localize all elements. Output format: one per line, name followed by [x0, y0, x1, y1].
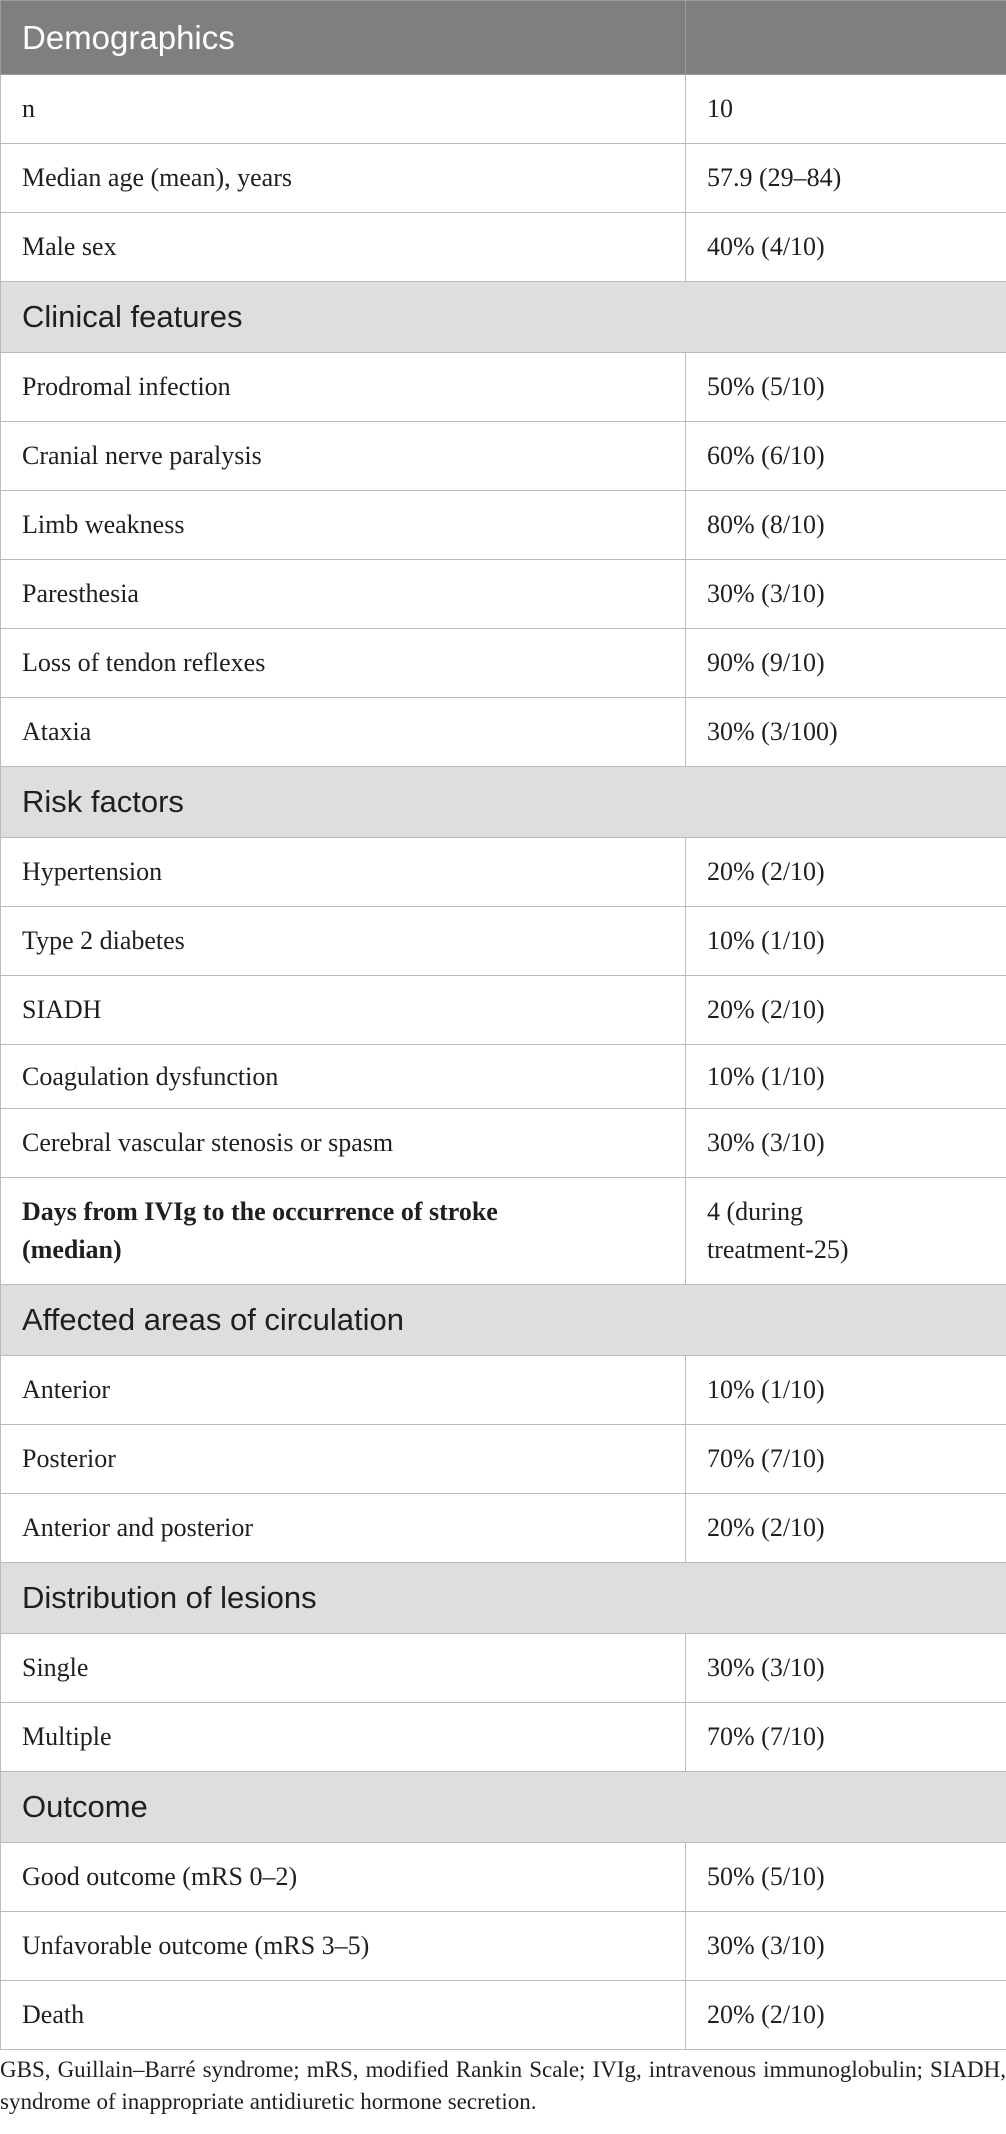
row-value: 10	[686, 75, 1006, 144]
row-value: 70% (7/10)	[686, 1703, 1006, 1772]
header-value	[686, 1, 1006, 75]
table-row	[1, 491, 1006, 560]
row-label: Ataxia	[1, 698, 686, 767]
row-label: Type 2 diabetes	[1, 907, 686, 976]
section-title: Affected areas of circulation	[1, 1285, 1006, 1356]
table-row	[1, 560, 1006, 629]
row-value: 30% (3/10)	[686, 1109, 1006, 1178]
table-row	[1, 1912, 1006, 1981]
table-row	[1, 422, 1006, 491]
table-row	[1, 144, 1006, 213]
table-header-row	[1, 1, 1006, 75]
header-label: Demographics	[1, 1, 686, 75]
row-value: 57.9 (29–84)	[686, 144, 1006, 213]
row-value: 30% (3/10)	[686, 1912, 1006, 1981]
row-label: Cranial nerve paralysis	[1, 422, 686, 491]
table-row	[1, 1494, 1006, 1563]
table-row	[1, 629, 1006, 698]
table-footnote: GBS, Guillain–Barré syndrome; mRS, modified Rankin Scale; IVIg, intravenous immunoglobulin; SIADH, syndrome of inappropriate antidiuretic hormone secretion.	[0, 2057, 1006, 2114]
table-row	[1, 1356, 1006, 1425]
row-label: Hypertension	[1, 838, 686, 907]
section-title: Distribution of lesions	[1, 1563, 1006, 1634]
row-label: Anterior and posterior	[1, 1494, 686, 1563]
table-row	[1, 75, 1006, 144]
row-value: 20% (2/10)	[686, 1981, 1006, 2050]
row-label: Male sex	[1, 213, 686, 282]
table-row	[1, 213, 1006, 282]
row-value: 10% (1/10)	[686, 1045, 1006, 1109]
row-label: Good outcome (mRS 0–2)	[1, 1843, 686, 1912]
row-label: Multiple	[1, 1703, 686, 1772]
row-label: Limb weakness	[1, 491, 686, 560]
row-label: Unfavorable outcome (mRS 3–5)	[1, 1912, 686, 1981]
table-row	[1, 353, 1006, 422]
row-value: 30% (3/10)	[686, 560, 1006, 629]
section-title: Risk factors	[1, 767, 1006, 838]
row-label: Coagulation dysfunction	[1, 1045, 686, 1109]
section-header-risk-factors	[1, 767, 1006, 838]
table-row	[1, 1045, 1006, 1109]
row-value: 4 (during treatment-25)	[686, 1178, 1006, 1285]
table-row	[1, 1109, 1006, 1178]
table-row	[1, 1703, 1006, 1772]
section-title: Clinical features	[1, 282, 1006, 353]
row-label: Median age (mean), years	[1, 144, 686, 213]
row-label: Prodromal infection	[1, 353, 686, 422]
row-label: n	[1, 75, 686, 144]
row-value: 50% (5/10)	[686, 1843, 1006, 1912]
row-value: 30% (3/10)	[686, 1634, 1006, 1703]
table-row	[1, 1178, 1006, 1285]
row-label: SIADH	[1, 976, 686, 1045]
section-title: Outcome	[1, 1772, 1006, 1843]
table-row	[1, 907, 1006, 976]
row-value: 60% (6/10)	[686, 422, 1006, 491]
row-label: Paresthesia	[1, 560, 686, 629]
row-value: 50% (5/10)	[686, 353, 1006, 422]
row-value: 70% (7/10)	[686, 1425, 1006, 1494]
row-value: 30% (3/100)	[686, 698, 1006, 767]
row-value: 10% (1/10)	[686, 907, 1006, 976]
row-label: Cerebral vascular stenosis or spasm	[1, 1109, 686, 1178]
table-row	[1, 1425, 1006, 1494]
row-label: Death	[1, 1981, 686, 2050]
row-label: Days from IVIg to the occurrence of stroke (median)	[1, 1178, 686, 1285]
section-header-affected-areas	[1, 1285, 1006, 1356]
row-value: 90% (9/10)	[686, 629, 1006, 698]
table-row	[1, 698, 1006, 767]
row-label: Single	[1, 1634, 686, 1703]
table-row	[1, 976, 1006, 1045]
row-value: 20% (2/10)	[686, 1494, 1006, 1563]
section-header-outcome	[1, 1772, 1006, 1843]
row-value: 20% (2/10)	[686, 838, 1006, 907]
row-value: 40% (4/10)	[686, 213, 1006, 282]
section-header-clinical-features	[1, 282, 1006, 353]
table-row	[1, 838, 1006, 907]
row-value: 10% (1/10)	[686, 1356, 1006, 1425]
row-value: 80% (8/10)	[686, 491, 1006, 560]
row-label: Loss of tendon reflexes	[1, 629, 686, 698]
table-row	[1, 1634, 1006, 1703]
table-row	[1, 1981, 1006, 2050]
section-header-distribution-of-lesions	[1, 1563, 1006, 1634]
row-label: Posterior	[1, 1425, 686, 1494]
row-value: 20% (2/10)	[686, 976, 1006, 1045]
table-row	[1, 1843, 1006, 1912]
row-label: Anterior	[1, 1356, 686, 1425]
